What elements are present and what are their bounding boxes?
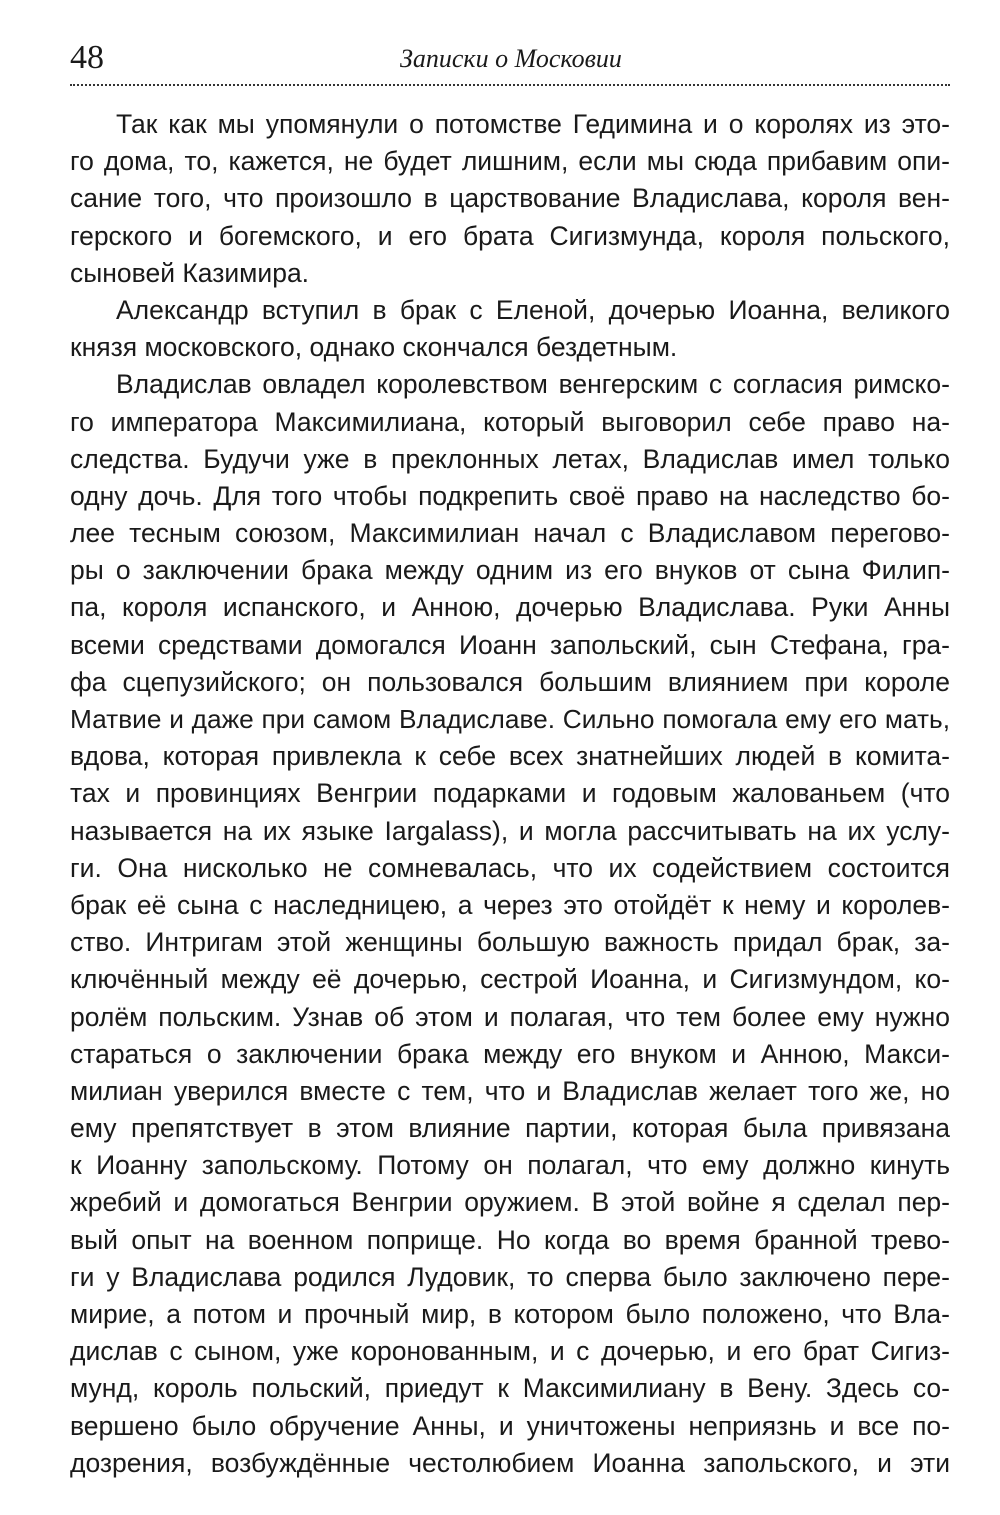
text-line: ключённый между её дочерью, сестрой Иоанна, и Сигизмундом, ко-	[70, 964, 950, 995]
page-header	[70, 38, 950, 78]
text-line: дозрения, возбуждённые честолюбием Иоанна запольского, и эти	[70, 1447, 950, 1478]
body-text	[70, 106, 950, 1482]
running-title: Записки о Московии	[400, 44, 622, 73]
text-line: ролём польским. Узнав об этом и полагая, что тем более ему нужно	[70, 1001, 950, 1032]
text-line: го императора Максимилиана, который выговорил себе право на-	[70, 406, 950, 437]
text-line: ги. Она нисколько не сомневалась, что их содействием состоится	[70, 852, 950, 883]
page-number: 48	[70, 39, 104, 76]
text-line: ги у Владислава родился Лудовик, то сперва было заключено пере-	[70, 1261, 950, 1292]
text-line: ему препятствует в этом влияние партии, которая была привязана	[70, 1113, 950, 1144]
text-line: брак её сына с наследницею, а через это отойдёт к нему и королев-	[70, 889, 950, 920]
text-line: Александр вступил в брак с Еленой, дочерью Иоанна, великого	[116, 294, 950, 325]
text-line: одну дочь. Для того чтобы подкрепить своё право на наследство бо-	[70, 480, 950, 511]
text-line: ство. Интригам этой женщины большую важность придал брак, за-	[70, 927, 950, 958]
text-line: ры о заключении брака между одним из его внуков от сына Филип-	[70, 555, 950, 586]
header-divider	[70, 84, 950, 86]
text-line: называется на их языке Iargalass), и могла рассчитывать на их услу-	[70, 815, 950, 846]
text-line: герского и богемского, и его брата Сигизмунда, короля польского,	[70, 220, 950, 251]
text-line: дислав с сыном, уже коронованным, и с дочерью, и его брат Сигиз-	[70, 1336, 950, 1367]
text-line: следства. Будучи уже в преклонных летах, Владислав имел только	[70, 443, 950, 474]
text-line: фа сцепузийского; он пользовался большим влиянием при короле	[70, 666, 950, 697]
text-line: Так как мы упомянули о потомстве Гедимина и о королях из это-	[116, 109, 950, 139]
text-line: князя московского, однако скончался бездетным.	[70, 332, 678, 363]
text-line: лее тесным союзом, Максимилиан начал с Владиславом перегово-	[70, 518, 950, 549]
text-line: вый опыт на военном поприще. Но когда во время бранной трево-	[70, 1224, 950, 1255]
text-line: сыновей Казимира.	[70, 257, 310, 288]
text-line: стараться о заключении брака между его внуком и Анною, Макси-	[70, 1038, 950, 1069]
text-line: Матвие и даже при самом Владиславе. Сильно помогала ему его мать,	[70, 704, 950, 734]
text-line: к Иоанну запольскому. Потому он полагал, что ему должно кинуть	[70, 1150, 950, 1181]
text-line: па, короля испанского, и Анною, дочерью Владислава. Руки Анны	[70, 592, 950, 623]
text-line: мирие, а потом и прочный мир, в котором было положено, что Вла-	[70, 1299, 950, 1329]
text-line: всеми средствами домогался Иоанн запольский, сын Стефана, гра-	[70, 629, 950, 660]
text-line: го дома, то, кажется, не будет лишним, если мы сюда прибавим опи-	[70, 146, 950, 177]
text-line: вдова, которая привлекла к себе всех знатнейших людей в комита-	[70, 741, 950, 772]
text-line: тах и провинциях Венгрии подарками и годовым жалованьем (что	[70, 778, 950, 809]
text-line: сание того, что произошло в царствование Владислава, короля вен-	[70, 183, 950, 214]
text-line: мунд, король польский, приедут к Максимилиану в Вену. Здесь со-	[70, 1373, 950, 1404]
text-line: жребий и домогаться Венгрии оружием. В этой войне я сделал пер-	[70, 1187, 950, 1218]
text-line: милиан уверился вместе с тем, что и Владислав желает того же, но	[70, 1075, 950, 1106]
text-line: вершено было обручение Анны, и уничтожены неприязнь и все по-	[70, 1410, 950, 1441]
text-line: Владислав овладел королевством венгерским с согласия римско-	[116, 369, 950, 400]
